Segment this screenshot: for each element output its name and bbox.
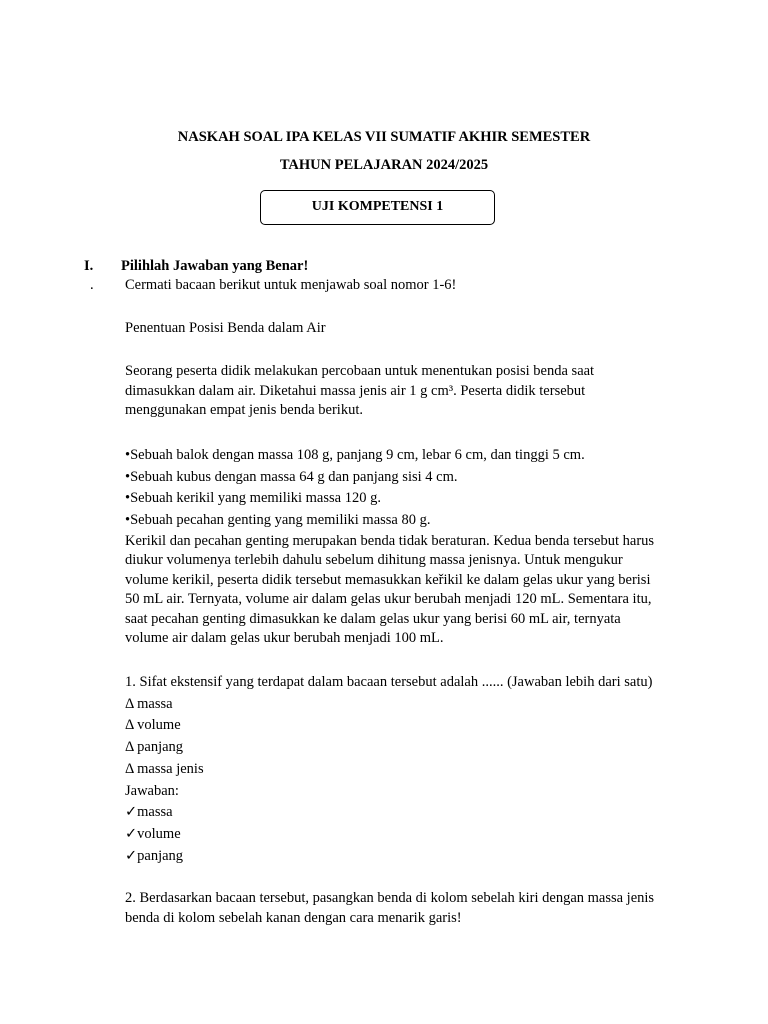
- document-title: NASKAH SOAL IPA KELAS VII SUMATIF AKHIR SEMESTER: [177, 129, 591, 145]
- reading-paragraph-1: [125, 362, 685, 421]
- answer-item: ✓massa: [125, 804, 173, 821]
- intro-instruction: Cermati bacaan berikut untuk menjawab soal nomor 1-6!: [125, 277, 457, 293]
- paragraph-line: menggunakan empat jenis benda berikut.: [125, 402, 363, 418]
- paragraph-line: 50 mL air. Ternyata, volume air dalam gelas ukur berubah menjadi 120 mL. Sementara itu,: [125, 591, 652, 608]
- competency-box: UJI KOMPETENSI 1: [260, 190, 495, 225]
- answer-label: Jawaban:: [125, 782, 179, 799]
- section-number: I.: [84, 258, 94, 274]
- answer-item: ✓volume: [125, 825, 181, 842]
- bullet-item: •Sebuah pecahan genting yang memiliki massa 80 g.: [125, 512, 431, 529]
- reading-heading: Penentuan Posisi Benda dalam Air: [125, 320, 326, 336]
- paragraph-line: Kerikil dan pecahan genting merupakan benda tidak beraturan. Kedua benda tersebut harus: [125, 532, 655, 549]
- option-item: Δ volume: [125, 717, 181, 734]
- bullet-item: •Sebuah balok dengan massa 108 g, panjang 9 cm, lebar 6 cm, dan tinggi 5 cm.: [125, 447, 585, 463]
- question-2-line: 2. Berdasarkan bacaan tersebut, pasangkan benda di kolom sebelah kiri dengan massa jenis: [125, 890, 655, 906]
- bullet-item: •Sebuah kerikil yang memiliki massa 120 g.: [125, 490, 381, 507]
- reading-bullets-and-paragraph-2: [125, 445, 685, 649]
- paragraph-line: saat pecahan genting dimasukkan ke dalam gelas ukur yang berisi 60 mL air, ternyata: [125, 610, 621, 627]
- paragraph-line: Seorang peserta didik melakukan percobaan untuk menentukan posisi benda saat: [125, 363, 595, 379]
- question-2: [125, 889, 685, 928]
- option-item: Δ massa jenis: [125, 760, 204, 777]
- paragraph-line: dimasukkan dalam air. Diketahui massa jenis air 1 g cm³. Peserta didik tersebut: [125, 382, 586, 399]
- document-subtitle: TAHUN PELAJARAN 2024/2025: [279, 157, 489, 173]
- bullet-item: •Sebuah kubus dengan massa 64 g dan panjang sisi 4 cm.: [125, 468, 458, 485]
- option-item: Δ panjang: [125, 739, 184, 756]
- section-title: Pilihlah Jawaban yang Benar!: [121, 258, 309, 274]
- answer-item: ✓panjang: [125, 847, 184, 864]
- paragraph-line: diukur volumenya terlebih dahulu sebelum dihitung massa jenisnya. Untuk mengukur: [125, 552, 623, 569]
- question-1: [125, 672, 685, 867]
- list-marker: .: [90, 277, 94, 293]
- paragraph-line: volume air dalam gelas ukur berubah menjadi 100 mL.: [125, 630, 444, 647]
- question-1-text: 1. Sifat ekstensif yang terdapat dalam bacaan tersebut adalah ...... (Jawaban lebih dari satu): [125, 674, 653, 690]
- question-2-line: benda di kolom sebelah kanan dengan cara menarik garis!: [125, 909, 462, 926]
- option-item: Δ massa: [125, 695, 173, 712]
- paragraph-line: volume kerikil, peserta didik tersebut memasukkan keřikil ke dalam gelas ukur yang berisi: [125, 571, 651, 588]
